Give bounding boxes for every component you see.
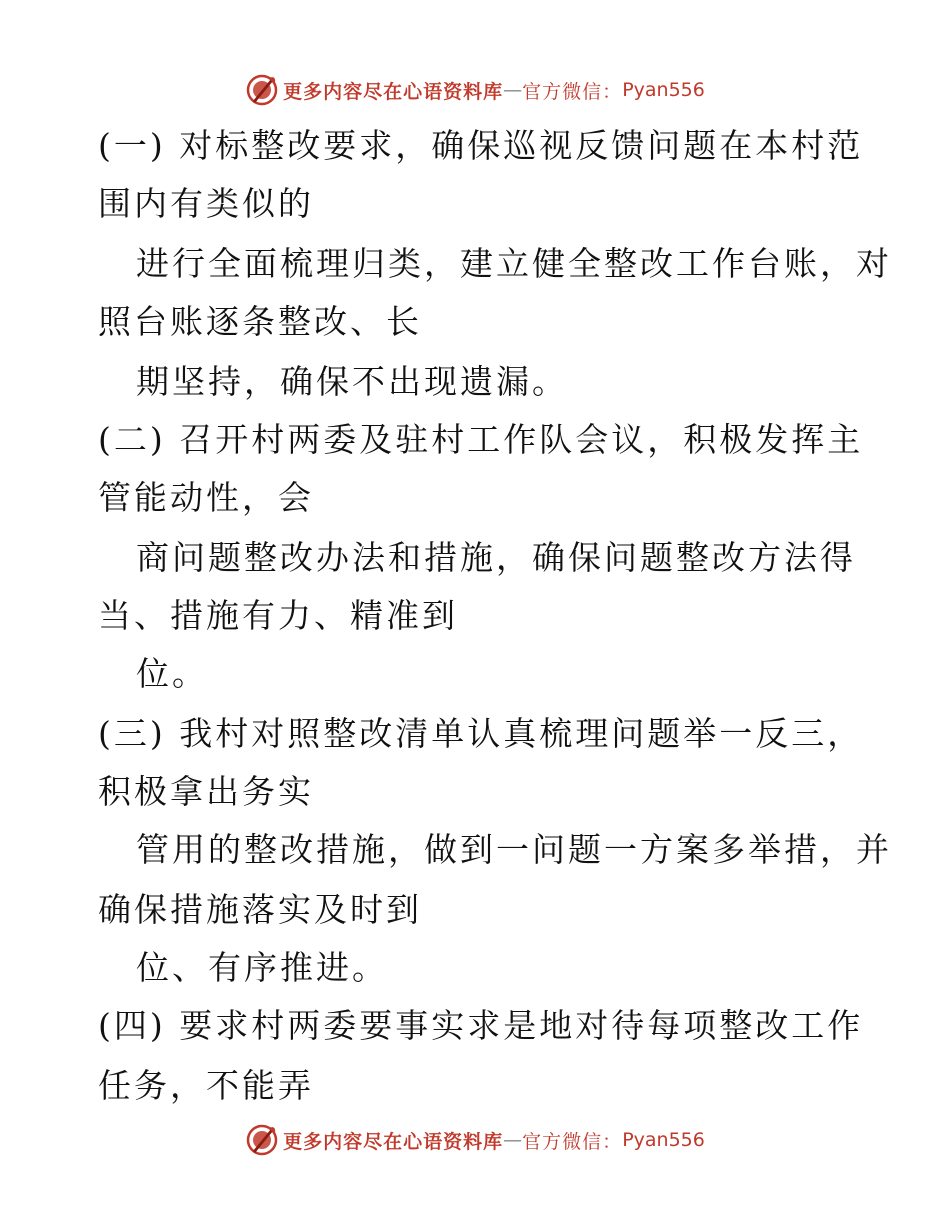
watermark-text: 更多内容尽在心语资料库	[283, 80, 504, 103]
watermark-wechat-id: Pyan556	[622, 1129, 705, 1151]
text-line: 照台账逐条整改、长	[98, 302, 422, 341]
quill-logo-icon	[245, 1123, 279, 1157]
text-line: (四) 要求村两委要事实求是地对待每项整改工作	[98, 1006, 864, 1045]
watermark-dash: —	[503, 1129, 523, 1151]
text-line: 当、措施有力、精准到	[98, 596, 458, 635]
watermark-wechat-id: Pyan556	[622, 79, 705, 101]
text-line: 位。	[136, 654, 208, 693]
text-line: 期坚持，确保不出现遗漏。	[136, 362, 568, 401]
watermark-dash: —	[503, 79, 523, 101]
watermark-wechat-label: 官方微信：	[522, 80, 623, 103]
quill-logo-icon	[245, 73, 279, 107]
text-line: (一) 对标整改要求，确保巡视反馈问题在本村范	[98, 126, 864, 165]
text-line: (二) 召开村两委及驻村工作队会议，积极发挥主	[98, 420, 864, 459]
text-line: 进行全面梳理归类，建立健全整改工作台账，对	[136, 244, 892, 283]
text-line: 积极拿出务实	[98, 772, 314, 811]
text-line: (三) 我村对照整改清单认真梳理问题举一反三，	[98, 714, 864, 753]
footer-watermark	[0, 1120, 950, 1160]
header-watermark	[0, 70, 950, 110]
text-line: 围内有类似的	[98, 184, 314, 223]
text-line: 管用的整改措施，做到一问题一方案多举措，并	[136, 830, 892, 869]
text-line: 商问题整改办法和措施，确保问题整改方法得	[136, 538, 856, 577]
watermark-wechat-label: 官方微信：	[522, 1130, 623, 1153]
text-line: 任务，不能弄	[98, 1066, 314, 1105]
text-line: 管能动性，会	[98, 478, 314, 517]
text-line: 确保措施落实及时到	[98, 890, 422, 929]
watermark-text: 更多内容尽在心语资料库	[283, 1130, 504, 1153]
text-line: 位、有序推进。	[136, 948, 388, 987]
